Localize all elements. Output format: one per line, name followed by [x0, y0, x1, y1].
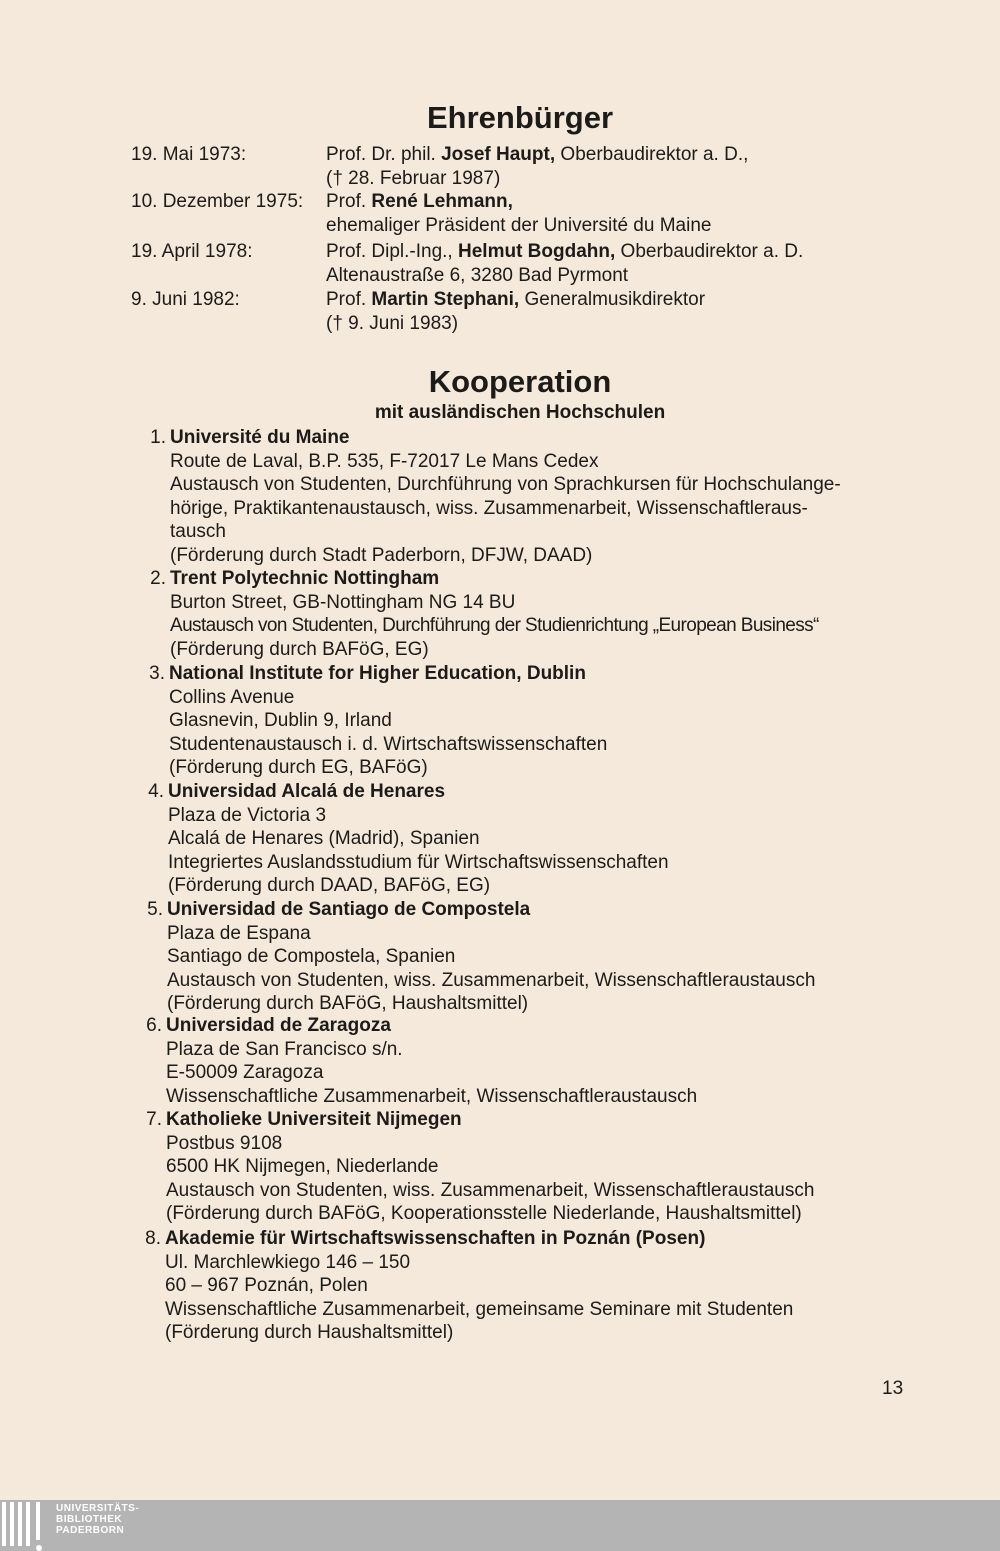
institution-name: Katholieke Universiteit Nijmegen	[166, 1109, 462, 1130]
list-item	[149, 662, 949, 780]
item-line: Route de Laval, B.P. 535, F-72017 Le Mans Cedex	[170, 450, 599, 472]
library-name	[56, 1503, 139, 1536]
library-name-line: UNIVERSITÄTS-	[56, 1503, 140, 1514]
entry-prefix: Prof. Dr. phil.	[326, 144, 442, 165]
entry-suffix: Oberbaudirektor a. D.	[615, 241, 804, 262]
section-title-ehrenbuerger: Ehrenbürger	[426, 100, 614, 135]
item-line: (Förderung durch Haushaltsmittel)	[165, 1322, 454, 1343]
item-line: Ul. Marchlewkiego 146 – 150	[165, 1251, 411, 1273]
library-name-line: BIBLIOTHEK	[56, 1514, 123, 1525]
list-item	[150, 426, 950, 567]
entry-prefix: Prof.	[326, 289, 372, 310]
item-line: Austausch von Studenten, wiss. Zusammenarbeit, Wissenschaftleraustausch	[167, 969, 816, 991]
entry-name: René Lehmann,	[371, 191, 513, 212]
item-number: 5.	[147, 899, 163, 920]
list-item	[146, 1108, 946, 1226]
page-number: 13	[882, 1378, 904, 1399]
item-line: Plaza de Victoria 3	[168, 804, 327, 826]
institution-name: Akademie für Wirtschaftswissenschaften in Poznán (Posen)	[165, 1228, 706, 1249]
item-number: 8.	[145, 1228, 161, 1249]
entry-name: Martin Stephani,	[371, 289, 520, 310]
item-line: Plaza de Espana	[167, 922, 311, 944]
entry-date: 19. April 1978:	[131, 241, 253, 262]
entry-line2: Altenaustraße 6, 3280 Bad Pyrmont	[326, 264, 629, 286]
item-line: (Förderung durch DAAD, BAFöG, EG)	[168, 875, 491, 896]
entry-line2: († 28. Februar 1987)	[326, 167, 501, 189]
item-line: Plaza de San Francisco s/n.	[166, 1038, 403, 1060]
item-line: Integriertes Auslandsstudium für Wirtschaftswissenschaften	[168, 851, 669, 873]
entry-date: 10. Dezember 1975:	[131, 191, 304, 212]
entry-line2: († 9. Juni 1983)	[326, 312, 459, 334]
item-line: Postbus 9108	[166, 1132, 283, 1154]
item-number: 1.	[150, 427, 166, 448]
item-line: hörige, Praktikantenaustausch, wiss. Zusammenarbeit, Wissenschaftleraus-	[170, 497, 808, 519]
item-line: Burton Street, GB-Nottingham NG 14 BU	[170, 591, 516, 613]
item-number: 4.	[148, 781, 164, 802]
item-line: Glasnevin, Dublin 9, Irland	[169, 710, 392, 731]
item-line: (Förderung durch EG, BAFöG)	[169, 757, 428, 778]
entry-prefix: Prof.	[326, 191, 372, 212]
entry-suffix: Oberbaudirektor a. D.,	[555, 144, 749, 165]
item-line: tausch	[170, 521, 226, 542]
list-item	[150, 567, 950, 661]
entry-name: Josef Haupt,	[441, 144, 556, 165]
entry-name: Helmut Bogdahn,	[458, 241, 616, 262]
item-line: 60 – 967 Poznán, Polen	[165, 1275, 368, 1296]
item-number: 2.	[150, 568, 166, 589]
entry-line2: ehemaliger Präsident der Université du Maine	[326, 214, 712, 236]
library-name-line: PADERBORN	[56, 1525, 125, 1536]
item-number: 6.	[146, 1015, 162, 1036]
institution-name: Université du Maine	[170, 427, 350, 448]
entry-suffix: Generalmusikdirektor	[519, 289, 706, 310]
item-line: (Förderung durch Stadt Paderborn, DFJW, DAAD)	[170, 544, 593, 566]
library-footer-bar	[0, 1500, 1000, 1551]
list-item	[146, 1014, 946, 1108]
item-line: (Förderung durch BAFöG, Haushaltsmittel)	[167, 993, 529, 1014]
institution-name: Universidad de Zaragoza	[166, 1015, 391, 1036]
entry-date: 9. Juni 1982:	[131, 289, 240, 310]
item-line: Wissenschaftliche Zusammenarbeit, Wissenschaftleraustausch	[166, 1085, 698, 1107]
item-line: 6500 HK Nijmegen, Niederlande	[166, 1156, 439, 1177]
item-line: (Förderung durch BAFöG, EG)	[170, 638, 429, 660]
list-item	[148, 780, 948, 898]
list-item	[147, 898, 947, 1016]
section-subtitle: mit ausländischen Hochschulen	[374, 402, 666, 423]
item-line: E-50009 Zaragoza	[166, 1062, 324, 1083]
item-line: Austausch von Studenten, wiss. Zusammenarbeit, Wissenschaftleraustausch	[166, 1179, 815, 1201]
library-logo-icon	[0, 1500, 50, 1551]
entry-date: 19. Mai 1973:	[131, 144, 247, 165]
item-line: Studentenaustausch i. d. Wirtschaftswissenschaften	[169, 733, 608, 755]
institution-name: Universidad de Santiago de Compostela	[167, 899, 531, 920]
item-line: Wissenschaftliche Zusammenarbeit, gemeinsame Seminare mit Studenten	[165, 1298, 794, 1320]
institution-name: National Institute for Higher Education, Dublin	[169, 663, 586, 684]
institution-name: Trent Polytechnic Nottingham	[170, 568, 440, 589]
item-number: 7.	[146, 1109, 162, 1130]
item-line: (Förderung durch BAFöG, Kooperationsstelle Niederlande, Haushaltsmittel)	[166, 1203, 802, 1224]
item-line: Austausch von Studenten, Durchführung von Sprachkursen für Hochschulange-	[170, 474, 841, 495]
institution-name: Universidad Alcalá de Henares	[168, 781, 446, 802]
entry-prefix: Prof. Dipl.-Ing.,	[326, 241, 458, 262]
item-line: Collins Avenue	[169, 686, 295, 708]
item-line: Santiago de Compostela, Spanien	[167, 946, 456, 967]
item-line: Austausch von Studenten, Durchführung der Studienrichtung „European Business“	[170, 615, 819, 636]
list-item	[145, 1227, 945, 1345]
item-line: Alcalá de Henares (Madrid), Spanien	[168, 828, 480, 849]
item-number: 3.	[149, 663, 165, 684]
section-title-kooperation: Kooperation	[428, 364, 612, 399]
